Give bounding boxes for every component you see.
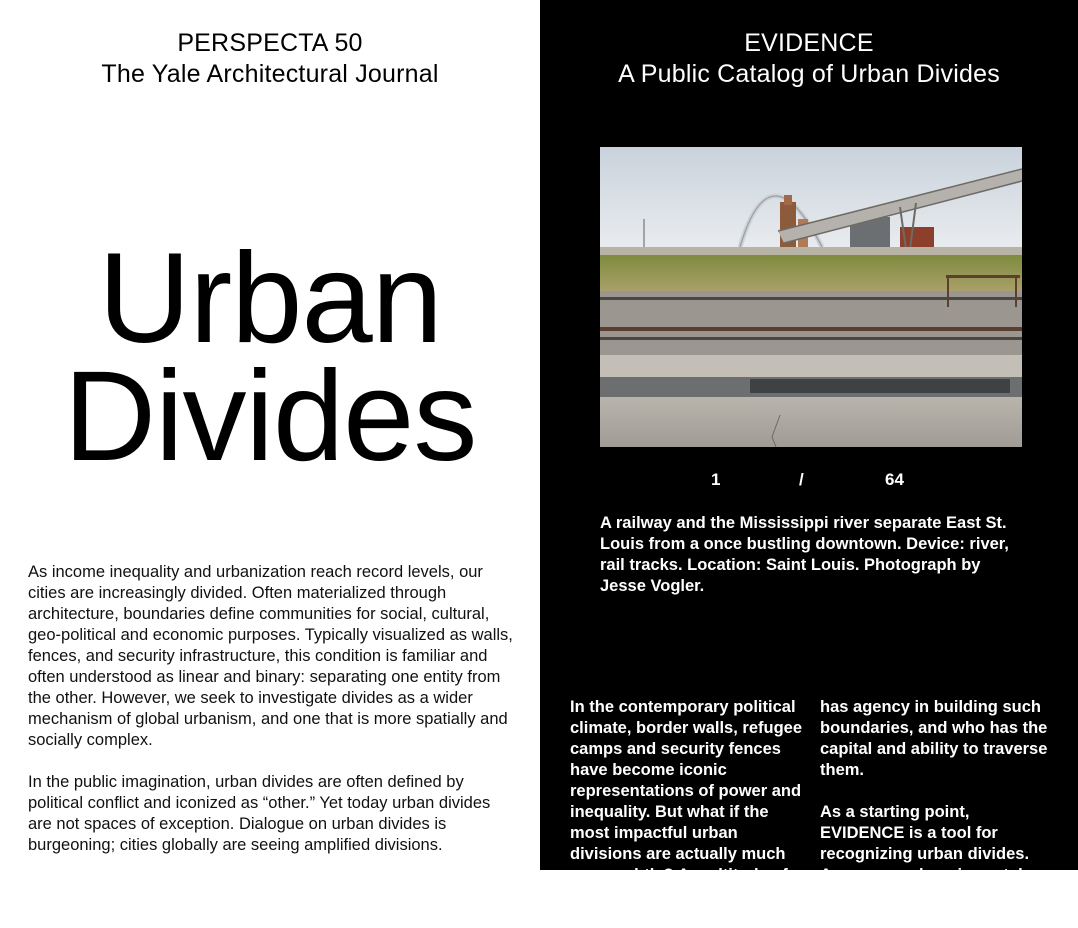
project-title[interactable]: EVIDENCE — [744, 29, 874, 57]
journal-subtitle: The Yale Architectural Journal — [101, 60, 439, 88]
perspecta-panel — [0, 0, 540, 870]
evidence-panel — [540, 0, 1078, 905]
intro-text — [28, 562, 518, 877]
intro-paragraph: As income inequality and urbanization reach record levels, our cities are increasingly divided. Often materialized through architecture, boundaries define communities for social, cultural, geo-political and economic purposes. Typically visualized as walls, fences, and security infrastructure, this condition is familiar and often understood as linear and binary: separating one entity from the other. However, we seek to investigate divides as a wider mechanism of global urbanism, and one that is more spatially and socially complex. — [28, 563, 513, 749]
gallery-current-index: 1 — [711, 470, 721, 489]
project-masthead — [540, 28, 1078, 90]
gallery-photo[interactable] — [600, 147, 1022, 447]
body-column-2 — [820, 697, 1054, 928]
project-subtitle: A Public Catalog of Urban Divides — [618, 60, 1000, 88]
journal-masthead — [0, 28, 540, 90]
intro-paragraph: In the public imagination, urban divides are often defined by political conflict and iconized as “other.” Yet today urban divides are not spaces of exception. Dialogue on urban divides is burgeoning; cities globally are seeing amplified divisions. — [28, 773, 491, 854]
photo-caption: A railway and the Mississippi river separate East St. Louis from a once bustling downtown. Device: river, rail tracks. Location: Saint Louis. Photograph by Jesse Vogler. — [600, 514, 1009, 595]
gallery-total-count: 64 — [885, 470, 904, 489]
headline-line-divides: Divides — [63, 345, 477, 488]
body-paragraph: As a starting point, EVIDENCE is a tool for recognizing urban divides. As a comprehensive catalog of — [820, 803, 1043, 905]
journal-title: PERSPECTA 50 — [177, 29, 363, 57]
body-column-1 — [570, 697, 804, 907]
gallery-counter — [540, 470, 1078, 492]
gallery-separator: / — [799, 470, 804, 489]
headline — [0, 227, 540, 488]
body-paragraph: In the contemporary political climate, border walls, refugee camps and security fences have become iconic representations of power and inequality. But what if the most impactful urban divisions are actually much more subtle? A multitude of — [570, 698, 802, 884]
body-paragraph: has agency in building such boundaries, and who has the capital and ability to traverse them. — [820, 698, 1048, 779]
headline-line-urban: Urban — [98, 227, 442, 370]
